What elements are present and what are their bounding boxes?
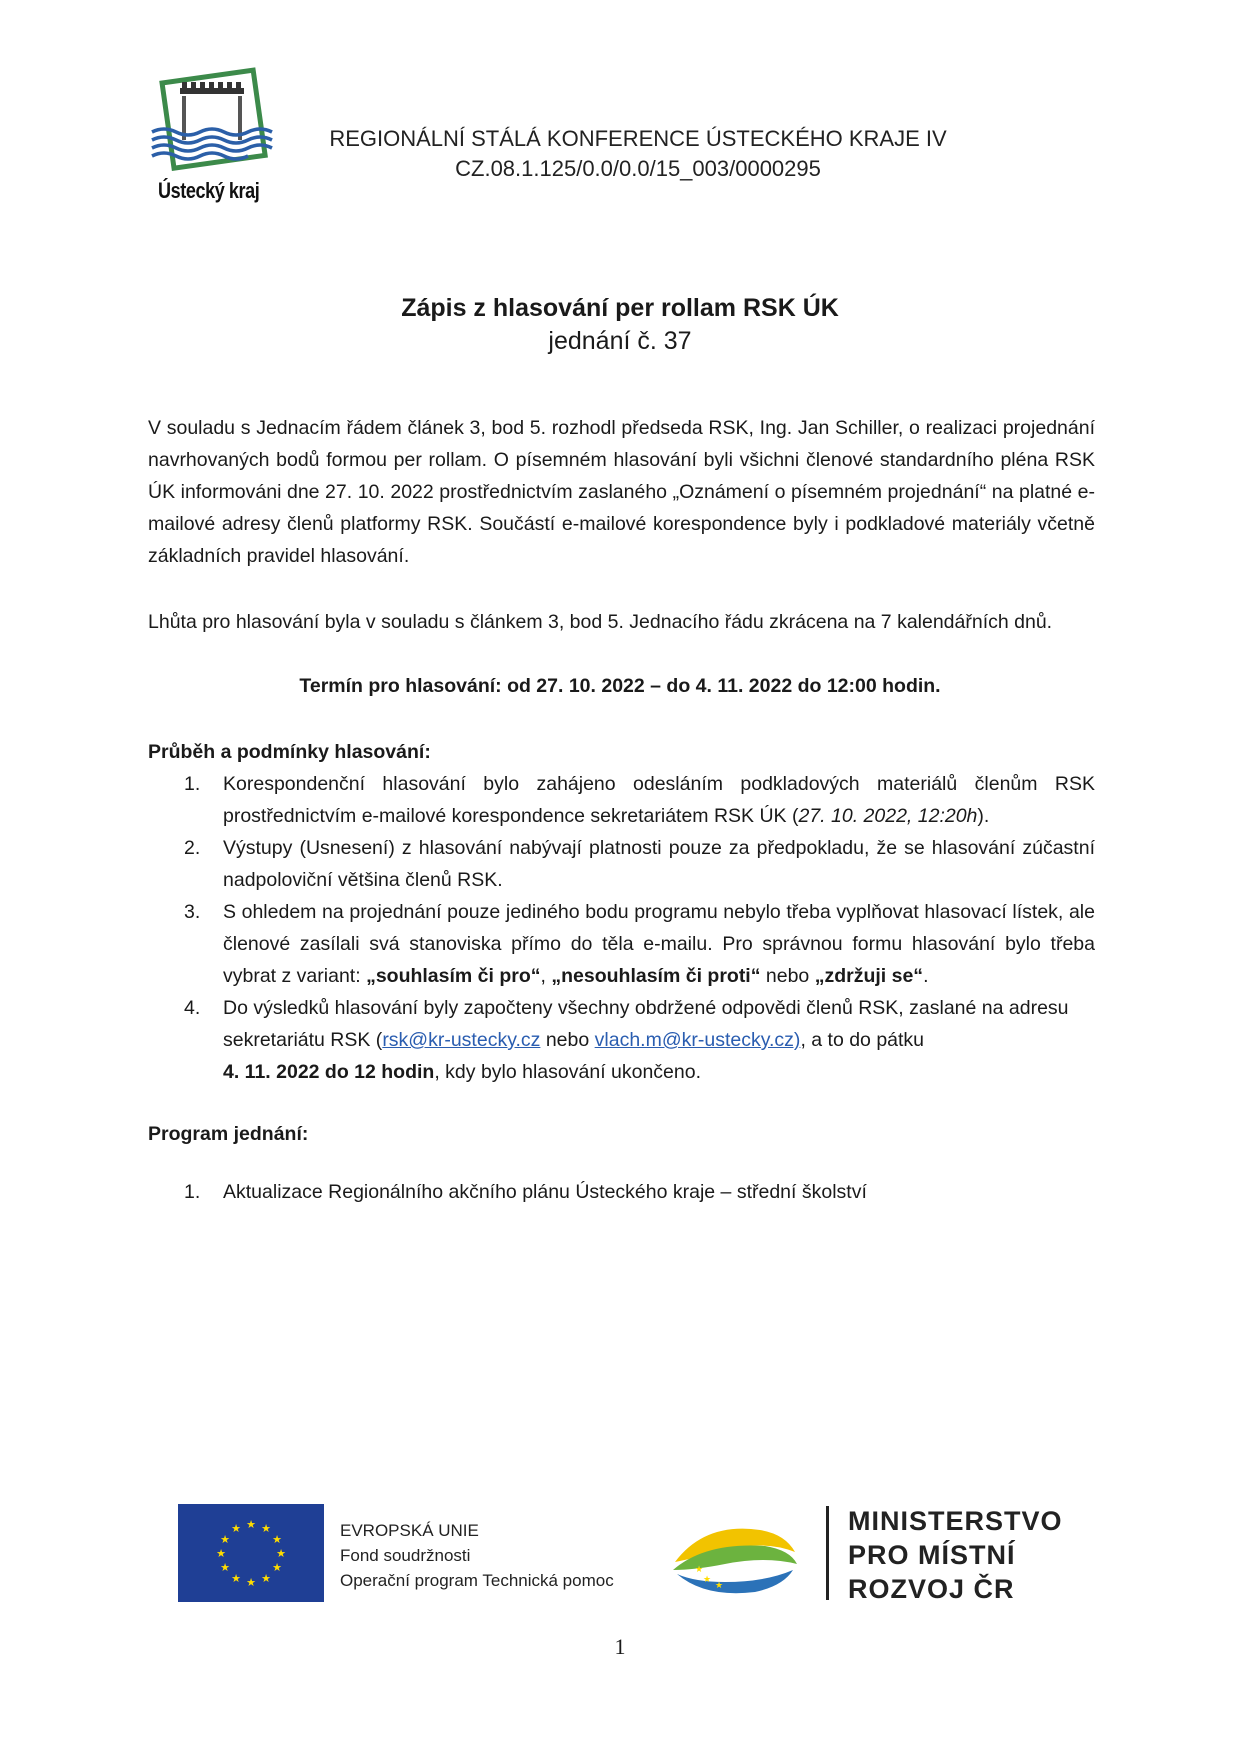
email-link-rsk[interactable]: rsk@kr-ustecky.cz xyxy=(382,1029,541,1051)
title-sub: jednání č. 37 xyxy=(548,327,692,355)
list-item xyxy=(148,992,1095,1088)
item-text: Aktualizace Regionálního akčního plánu Ústeckého kraje – střední školství xyxy=(223,1181,867,1203)
item-italic-date: 27. 10. 2022, 12:20h xyxy=(798,805,978,827)
eu-line-1: EVROPSKÁ UNIE xyxy=(340,1521,479,1540)
item-end: , kdy bylo hlasování ukončeno. xyxy=(434,1061,702,1083)
svg-text:★: ★ xyxy=(272,1561,282,1574)
list-number: 2. xyxy=(184,837,201,859)
separator: , xyxy=(540,965,552,987)
eu-line-3: Operační program Technická pomoc xyxy=(340,1571,614,1590)
item-text: Do výsledků hlasování byly započteny všechny obdržené odpovědi členů RSK, zaslané na adresu sekretariátu RSK ( xyxy=(223,997,1069,1051)
svg-text:★: ★ xyxy=(272,1533,282,1546)
document-title xyxy=(0,292,1240,358)
title-main: Zápis z hlasování per rollam RSK ÚK xyxy=(401,294,839,322)
svg-text:★: ★ xyxy=(216,1547,226,1560)
mmr-line-2: PRO MÍSTNÍ xyxy=(848,1540,1016,1570)
mmr-line-3: ROZVOJ ČR xyxy=(848,1574,1015,1604)
program-list xyxy=(148,1176,1095,1208)
page-number: 1 xyxy=(614,1634,626,1659)
svg-text:★: ★ xyxy=(276,1547,286,1560)
svg-text:★: ★ xyxy=(261,1522,271,1535)
separator: nebo xyxy=(760,965,815,987)
end-date: 4. 11. 2022 do 12 hodin xyxy=(223,1061,435,1083)
eu-line-2: Fond soudržnosti xyxy=(340,1546,471,1565)
list-item xyxy=(148,768,1095,832)
item-text: Korespondenční hlasování bylo zahájeno odesláním podkladových materiálů členům RSK prostřednictvím e-mailové korespondence sekretariátem RSK ÚK ( xyxy=(223,773,1095,827)
item-text: Výstupy (Usnesení) z hlasování nabývají platnosti pouze za předpokladu, že se hlasování zúčastní nadpoloviční většina členů RSK. xyxy=(223,837,1095,891)
svg-text:★: ★ xyxy=(231,1572,241,1585)
svg-text:★: ★ xyxy=(246,1576,256,1589)
separator: nebo xyxy=(540,1029,595,1051)
deadline-paragraph: Lhůta pro hlasování byla v souladu s článkem 3, bod 5. Jednacího řádu zkrácena na 7 kalendářních dnů. xyxy=(148,611,1053,633)
list-number: 4. xyxy=(184,997,201,1019)
vote-option-yes: „souhlasím či pro“ xyxy=(366,965,541,987)
item-end: ). xyxy=(977,805,990,827)
svg-text:★: ★ xyxy=(231,1522,241,1535)
list-item xyxy=(148,832,1095,896)
svg-text:★: ★ xyxy=(695,1565,704,1575)
list-number: 3. xyxy=(184,901,201,923)
header-line-1: REGIONÁLNÍ STÁLÁ KONFERENCE ÚSTECKÉHO KRAJE IV xyxy=(329,126,947,151)
logo-text: Ústecký kraj xyxy=(158,178,260,203)
ustecky-kraj-logo xyxy=(150,66,280,216)
eu-funding-text xyxy=(340,1518,614,1593)
item-text: S ohledem na projednání pouze jediného bodu programu nebylo třeba vyplňovat hlasovací lístek, ale členové zasílali svá stanoviska přímo do těla e-mailu. Pro správnou formu hlasování bylo třeba vybrat z variant: xyxy=(223,901,1095,987)
email-link-vlach[interactable]: vlach.m@kr-ustecky.cz) xyxy=(594,1029,801,1051)
header-line-2: CZ.08.1.125/0.0/0.0/15_003/0000295 xyxy=(455,156,821,181)
svg-text:★: ★ xyxy=(703,1575,712,1585)
svg-text:★: ★ xyxy=(261,1572,271,1585)
vote-option-abstain: „zdržuji se“ xyxy=(814,965,924,987)
list-item xyxy=(148,1176,1095,1208)
program-heading: Program jednání: xyxy=(148,1123,309,1145)
conditions-list xyxy=(148,768,1095,1088)
svg-text:★: ★ xyxy=(220,1561,230,1574)
item-text-after: , a to do pátku xyxy=(800,1029,925,1051)
mmr-emblem-icon xyxy=(665,1512,805,1602)
svg-text:★: ★ xyxy=(715,1581,724,1591)
list-number: 1. xyxy=(184,1181,201,1203)
intro-paragraph: V souladu s Jednacím řádem článek 3, bod 5. rozhodl předseda RSK, Ing. Jan Schiller, o realizaci projednání navrhovaných bodů formou per rollam. O písemném hlasování byli všichni členové standardního pléna RSK ÚK informováni dne 27. 10. 2022 prostřednictvím zaslaného „Oznámení o písemném projednání“ na platné e-mailové adresy členů platformy RSK. Součástí e-mailové korespondence byly i podkladové materiály včetně základních pravidel hlasování. xyxy=(148,417,1095,567)
header xyxy=(318,124,958,184)
mmr-line-1: MINISTERSTVO xyxy=(848,1506,1063,1536)
list-number: 1. xyxy=(184,773,201,795)
list-item xyxy=(148,896,1095,992)
ministry-name xyxy=(848,1504,1063,1606)
svg-text:★: ★ xyxy=(220,1533,230,1546)
vote-option-no: „nesouhlasím či proti“ xyxy=(551,965,761,987)
voting-deadline: Termín pro hlasování: od 27. 10. 2022 – do 4. 11. 2022 do 12:00 hodin. xyxy=(299,675,941,697)
conditions-heading: Průběh a podmínky hlasování: xyxy=(148,741,431,763)
castle-emblem-icon xyxy=(150,66,280,178)
svg-text:★: ★ xyxy=(246,1518,256,1531)
eu-flag-icon xyxy=(178,1504,324,1602)
footer-divider xyxy=(826,1506,829,1600)
item-end: . xyxy=(923,965,929,987)
